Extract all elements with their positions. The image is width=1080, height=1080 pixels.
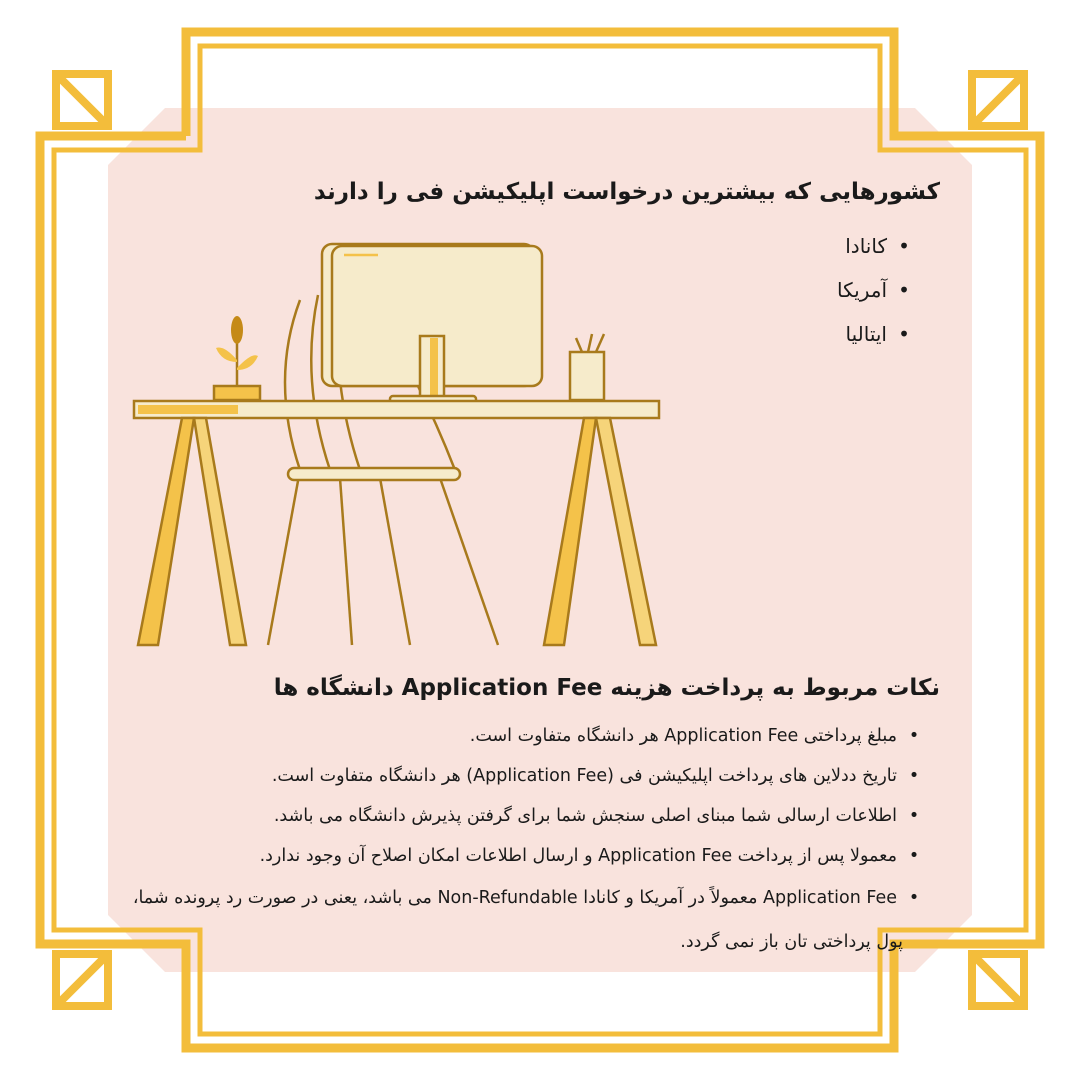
heading-top-countries: کشورهایی که بیشترین درخواست اپلیکیشن فی را دارند	[313, 179, 940, 205]
fee-notes-list	[125, 716, 925, 964]
list-item: • آمریکا	[640, 268, 915, 312]
list-item: • کانادا	[640, 224, 915, 268]
list-item: • Application Fee معمولاً در آمریکا و کانادا Non-Refundable می باشد، یعنی در صورت رد پرونده شما، پول پرداختی تان باز نمی گردد.	[125, 876, 925, 964]
countries-list	[640, 224, 915, 356]
list-item: • معمولا پس از پرداخت Application Fee و ارسال اطلاعات امکان اصلاح آن وجود ندارد.	[125, 836, 925, 876]
heading-fee-notes: نکات مربوط به پرداخت هزینه Application Fee دانشگاه ها	[273, 675, 940, 701]
list-item: • مبلغ پرداختی Application Fee هر دانشگاه متفاوت است.	[125, 716, 925, 756]
list-item: • اطلاعات ارسالی شما مبنای اصلی سنجش شما برای گرفتن پذیرش دانشگاه می باشد.	[125, 796, 925, 836]
list-item: • تاریخ ددلاین های پرداخت اپلیکیشن فی (Application Fee) هر دانشگاه متفاوت است.	[125, 756, 925, 796]
monitor-icon	[322, 244, 542, 404]
list-item: • ایتالیا	[640, 312, 915, 356]
